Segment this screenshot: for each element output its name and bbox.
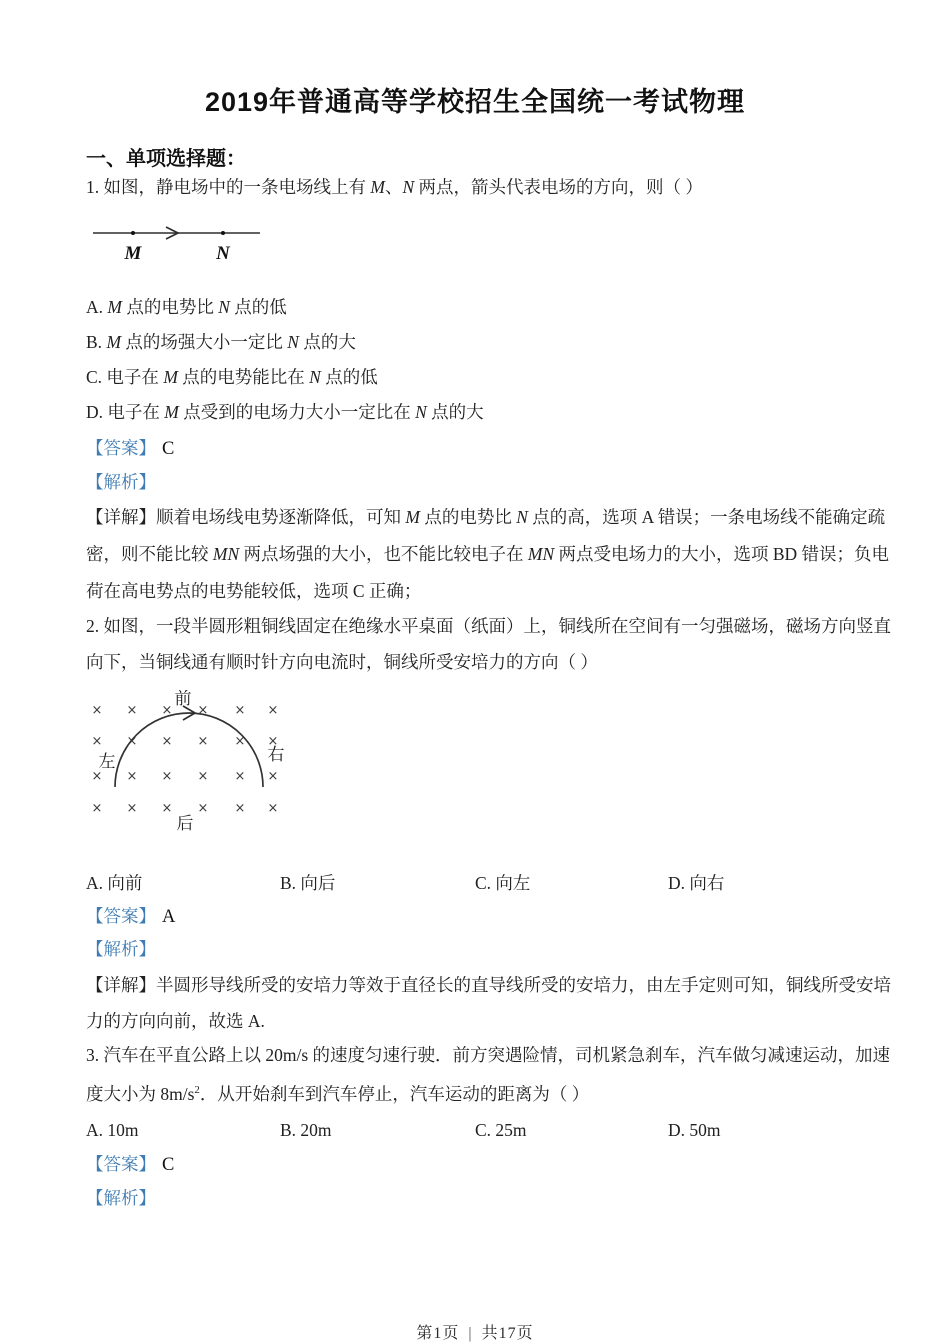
q1-stem: 1. 如图，静电场中的一条电场线上有 M、N 两点，箭头代表电场的方向，则（ ）: [86, 177, 703, 197]
q1-analysis-line: [86, 471, 156, 494]
q3-option-b: B. 20m: [280, 1120, 332, 1140]
page-footer: [0, 1320, 950, 1343]
q2-option-b: B. 向后: [280, 873, 336, 893]
point-n-label: N: [216, 243, 230, 264]
flux-cross-icon: ×: [267, 801, 279, 816]
q1-answer-value: C: [162, 439, 175, 459]
flux-cross-icon: ×: [126, 703, 138, 718]
q3-stem-line-2: 度大小为 $8m/s^2$．从开始刹车到汽车停止，汽车运动的距离为（ ）: [86, 1084, 590, 1104]
left-label: 左: [98, 752, 116, 771]
flux-cross-icon: ×: [197, 769, 209, 784]
q1-option-c: C. 电子在 M 点的电势能比在 N 点的低: [86, 367, 378, 387]
flux-cross-icon: ×: [267, 734, 279, 749]
q2-magnetic-field-diagram: [88, 690, 300, 840]
flux-cross-icon: ×: [197, 703, 209, 718]
flux-cross-icon: ×: [91, 769, 103, 784]
point-m-label: M: [124, 243, 142, 264]
q3-answer-value: C: [162, 1155, 175, 1175]
q2-stem-line-2: 向下，当铜线通有顺时针方向电流时，铜线所受安培力的方向（ ）: [86, 652, 598, 672]
footer-separator: |: [468, 1325, 473, 1342]
section-heading: 一、单项选择题：: [86, 148, 246, 170]
q1-field-line-diagram: [90, 218, 270, 268]
flux-cross-icon: ×: [267, 769, 279, 784]
back-label: 后: [176, 814, 194, 833]
page-title: 2019年普通高等学校招生全国统一考试物理: [204, 87, 746, 117]
q1-detail-line-1: 【详解】顺着电场线电势逐渐降低，可知 M 点的电势比 N 点的高，选项 A 错误；一条电场线不能确定疏: [86, 507, 886, 527]
flux-cross-icon: ×: [91, 703, 103, 718]
front-label: 前: [174, 690, 192, 708]
flux-cross-icon: ×: [197, 801, 209, 816]
flux-cross-icon: ×: [234, 769, 246, 784]
flux-cross-icon: ×: [234, 703, 246, 718]
point-n-dot: [221, 231, 225, 235]
flux-cross-icon: ×: [161, 703, 173, 718]
q3-option-c: C. 25m: [475, 1120, 527, 1140]
q2-analysis-line: [86, 938, 156, 961]
point-m-dot: [131, 231, 135, 235]
flux-cross-icon: ×: [91, 801, 103, 816]
q3-answer-tag: 【答案】: [86, 1154, 156, 1174]
q3-stem-line-1: 3. 汽车在平直公路上以 20m/s 的速度匀速行驶．前方突遇险情，司机紧急刹车，汽车做匀减速运动，加速: [86, 1045, 891, 1065]
q2-option-d: D. 向右: [668, 873, 725, 893]
q3-option-a: A. 10m: [86, 1120, 139, 1140]
q2-detail-line-1: 【详解】半圆形导线所受的安培力等效于直径长的直导线所受的安培力，由左手定则可知，铜线所受安培: [86, 975, 891, 995]
flux-cross-icon: ×: [126, 734, 138, 749]
q1-answer-line: [86, 437, 174, 461]
q3-analysis-tag: 【解析】: [86, 1188, 156, 1208]
q1-detail-line-3: 荷在高电势点的电势能较低，选项 C 正确；: [86, 581, 422, 601]
flux-cross-icon: ×: [161, 801, 173, 816]
q2-answer-line: [86, 905, 175, 929]
right-label: 右: [267, 745, 285, 764]
flux-cross-icon: ×: [234, 734, 246, 749]
flux-cross-icon: ×: [161, 734, 173, 749]
q1-detail-line-2: 密，则不能比较 MN 两点场强的大小，也不能比较电子在 MN 两点受电场力的大小，选项 BD 错误；负电: [86, 544, 890, 564]
q3-analysis-line: [86, 1187, 156, 1210]
footer-page-number: 第1页: [416, 1325, 460, 1342]
flux-cross-icon: ×: [267, 703, 279, 718]
q1-option-a: A. M 点的电势比 N 点的低: [86, 297, 287, 317]
q2-option-c: C. 向左: [475, 873, 531, 893]
q2-answer-value: A: [162, 907, 176, 927]
footer-total-pages: 共17页: [481, 1325, 534, 1342]
q1-option-d: D. 电子在 M 点受到的电场力大小一定比在 N 点的大: [86, 402, 484, 422]
q2-detail-line-2: 力的方向向前，故选 A.: [86, 1011, 265, 1031]
flux-cross-icon: ×: [161, 769, 173, 784]
flux-cross-icon: ×: [91, 734, 103, 749]
q1-option-b: B. M 点的场强大小一定比 N 点的大: [86, 332, 356, 352]
flux-cross-icon: ×: [126, 801, 138, 816]
q1-analysis-tag: 【解析】: [86, 472, 156, 492]
q1-answer-tag: 【答案】: [86, 438, 156, 458]
flux-cross-icon: ×: [197, 734, 209, 749]
q3-answer-line: [86, 1153, 174, 1177]
q3-option-d: D. 50m: [668, 1120, 721, 1140]
flux-cross-icon: ×: [126, 769, 138, 784]
flux-cross-icon: ×: [234, 801, 246, 816]
q2-answer-tag: 【答案】: [86, 906, 156, 926]
q2-stem-line-1: 2. 如图，一段半圆形粗铜线固定在绝缘水平桌面（纸面）上，铜线所在空间有一匀强磁场，磁场方向竖直: [86, 616, 891, 636]
q2-option-a: A. 向前: [86, 873, 143, 893]
q2-analysis-tag: 【解析】: [86, 939, 156, 959]
